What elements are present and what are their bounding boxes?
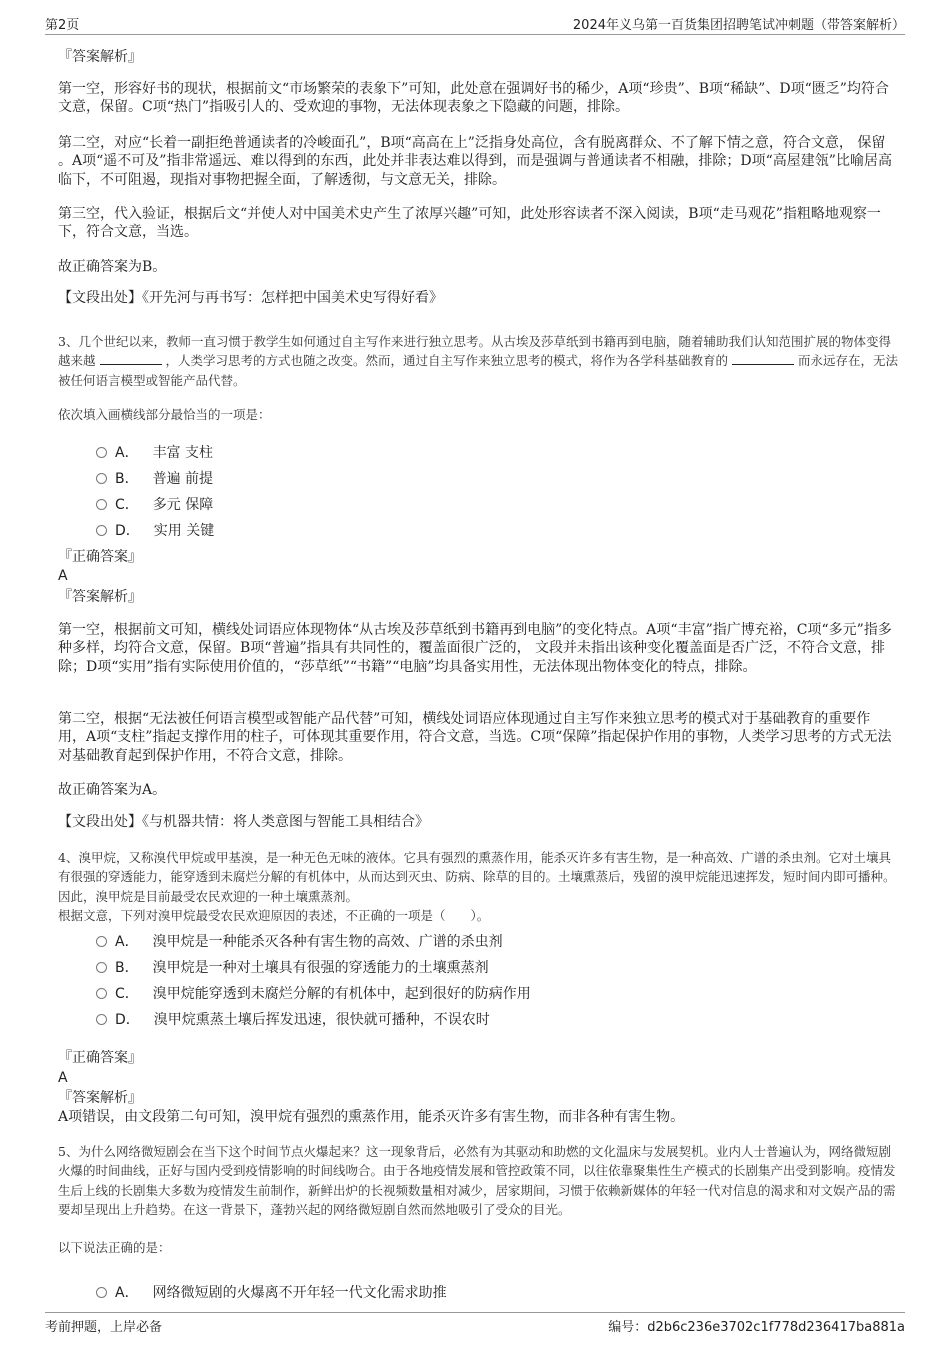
- q3-analysis-title: 『答案解析』: [58, 589, 142, 605]
- page-number: 第2页: [45, 18, 80, 33]
- q2-source: 【文段出处】《开先河与再书写：怎样把中国美术史写得好看》: [58, 290, 443, 306]
- radio-icon[interactable]: [96, 447, 107, 458]
- q4-option-b[interactable]: B． 溴甲烷是一种对土壤具有很强的穿透能力的土壤熏蒸剂: [96, 957, 489, 977]
- radio-icon[interactable]: [96, 525, 107, 536]
- page-header: [45, 12, 905, 35]
- q4-stem: 4、溴甲烷，又称溴代甲烷或甲基溴，是一种无色无味的液体。它具有强烈的熏蒸作用，能杀灭许多有害生物，是一种高效、广谱的杀虫剂。它对土壤具有很强的穿透能力，能穿透到未腐烂分解的有机体中，从而达到灭虫、防病、除草的目的。土壤熏蒸后，残留的溴甲烷能迅速挥发，短时间内即可播种。因此，溴甲烷是目前最受农民欢迎的一种土壤熏蒸剂。: [58, 850, 896, 904]
- q3-stem-part-c: 而永远存在，无法被任何语言模型或智能产品代替。: [58, 353, 898, 388]
- q4-analysis: A项错误，由文段第二句可知，溴甲烷有强烈的熏蒸作用，能杀灭许多有害生物，而非各种有害生物。: [58, 1109, 685, 1125]
- q3-answer-title: 『正确答案』: [58, 549, 142, 565]
- document-title: 2024年义乌第一百货集团招聘笔试冲刺题（带答案解析）: [572, 18, 905, 33]
- q2-analysis-para3: 第三空，代入验证，根据后文“并使人对中国美术史产生了浓厚兴趣”可知，此处形容读者不深入阅读，B项“走马观花”指粗略地观察一下，符合文意，当选。: [58, 206, 881, 241]
- page-footer: [45, 1312, 905, 1335]
- q3-stem-part-b: ，人类学习思考的方式也随之改变。然而，通过自主写作来独立思考的模式，将作为各学科基础教育的: [165, 353, 728, 369]
- radio-icon[interactable]: [96, 1014, 107, 1025]
- q4-option-c[interactable]: C． 溴甲烷能穿透到未腐烂分解的有机体中，起到很好的防病作用: [96, 983, 531, 1003]
- q2-analysis-para1: 第一空，形容好书的现状，根据前文“市场繁荣的表象下”可知，此处意在强调好书的稀少，A项“珍贵”、B项“稀缺”、D项“匮乏”均符合文意，保留。C项“热门”指吸引人的、受欢迎的事物，无法体现表象之下隐藏的问题，排除。: [58, 81, 889, 116]
- q3-prompt: 依次填入画横线部分最恰当的一项是：: [58, 407, 271, 422]
- q4-option-d[interactable]: D． 溴甲烷熏蒸土壤后挥发迅速，很快就可播种，不误农时: [96, 1009, 490, 1029]
- q4-prompt: 根据文意，下列对溴甲烷最受农民欢迎原因的表述，不正确的一项是（ ）。: [58, 908, 490, 923]
- q3-stem: [58, 332, 898, 390]
- q3-option-c[interactable]: C． 多元 保障: [96, 494, 213, 514]
- q3-source: 【文段出处】《与机器共情：将人类意图与智能工具相结合》: [58, 814, 429, 830]
- q3-stem-part-a: 3、几个世纪以来，教师一直习惯于教学生如何通过自主写作来进行独立思考。从古埃及莎草纸到书籍再到电脑，随着辅助我们认知范围扩展的物体变得越来越: [58, 334, 891, 369]
- q4-option-a[interactable]: A． 溴甲烷是一种能杀灭各种有害生物的高效、广谱的杀虫剂: [96, 931, 503, 951]
- q4-answer: A: [58, 1070, 68, 1086]
- q2-conclusion: 故正确答案为B。: [58, 259, 167, 275]
- q3-option-d[interactable]: D． 实用 关键: [96, 520, 214, 540]
- q3-analysis-para2: 第二空，根据“无法被任何语言模型或智能产品代替”可知，横线处词语应体现通过自主写作来独立思考的模式对于基础教育的重要作用，A项“支柱”指起支撑作用的柱子，可体现其重要作用，符合文意，当选。C项“保障”指起保护作用的事物，人类学习思考的方式无法对基础教育起到保护作用，不符合文意，排除。: [58, 711, 892, 764]
- q4-answer-title: 『正确答案』: [58, 1050, 142, 1066]
- document-id: 编号：d2b6c236e3702c1f778d236417ba881a: [608, 1320, 905, 1335]
- q3-conclusion: 故正确答案为A。: [58, 782, 167, 798]
- radio-icon[interactable]: [96, 988, 107, 999]
- q3-analysis-para1: 第一空，根据前文可知，横线处词语应体现物体“从古埃及莎草纸到书籍再到电脑”的变化特点。A项“丰富”指广博充裕，C项“多元”指多种多样，均符合文意，保留。B项“普遍”指具有共同性的，覆盖面很广泛的， 文段并未指出该种变化覆盖面是否广泛，不符合文意，排除；D项“实用”指有实际使用价值的，“莎草纸”“书籍”“电脑”均具备实用性，无法体现出物体变化的特点，排除。: [58, 622, 892, 675]
- radio-icon[interactable]: [96, 1287, 107, 1298]
- q4-analysis-title: 『答案解析』: [58, 1090, 142, 1106]
- q3-blank-2: [732, 363, 794, 365]
- q5-stem: 5、为什么网络微短剧会在当下这个时间节点火爆起来？这一现象背后，必然有为其驱动和助燃的文化温床与发展契机。业内人士普遍认为，网络微短剧火爆的时间曲线，正好与国内受到疫情影响的时间线吻合。由于各地疫情发展和管控政策不同，以往依靠聚集性生产模式的长剧集产出受到影响。疫情发生后上线的长剧集大多数为疫情发生前制作，新鲜出炉的长视频数量相对减少，居家期间，习惯于依赖新媒体的年轻一代对信息的渴求和对文娱产品的需要却呈现出上升趋势。在这一背景下，蓬勃兴起的网络微短剧自然而然地吸引了受众的目光。: [58, 1144, 896, 1218]
- q5-prompt: 以下说法正确的是：: [58, 1240, 171, 1255]
- radio-icon[interactable]: [96, 499, 107, 510]
- footer-slogan: 考前押题，上岸必备: [45, 1320, 163, 1335]
- radio-icon[interactable]: [96, 962, 107, 973]
- q5-option-a[interactable]: A． 网络微短剧的火爆离不开年轻一代文化需求助推: [96, 1282, 447, 1302]
- q2-analysis-title: 『答案解析』: [58, 49, 142, 65]
- radio-icon[interactable]: [96, 936, 107, 947]
- q3-blank-1: [100, 363, 162, 365]
- q3-answer: A: [58, 568, 68, 584]
- q2-analysis-para2: 第二空，对应“长着一副拒绝普通读者的冷峻面孔”，B项“高高在上”泛指身处高位，含有脱离群众、不了解下情之意，符合文意， 保留 。A项“遥不可及”指非常遥远、难以得到的东西，此处并非表达难以得到，而是强调与普通读者不相融，排除；D项“高屋建瓴”比喻居高临下，不可阻遏，现指对事物把握全面，了解透彻，与文意无关，排除。: [58, 135, 892, 188]
- q3-option-a[interactable]: A． 丰富 支柱: [96, 442, 213, 462]
- q3-option-b[interactable]: B． 普遍 前提: [96, 468, 213, 488]
- radio-icon[interactable]: [96, 473, 107, 484]
